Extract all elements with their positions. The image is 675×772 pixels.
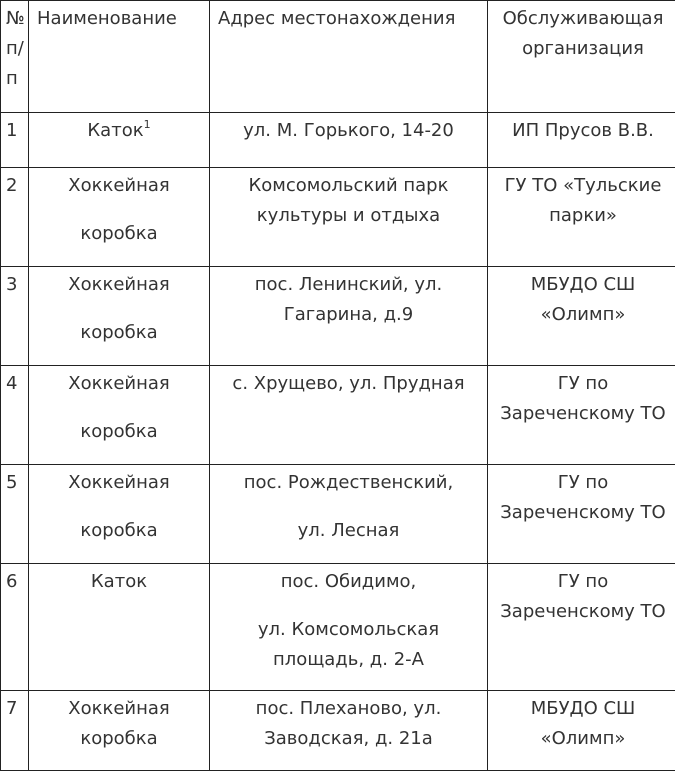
cell-address-line: площадь, д. 2-А [273, 649, 424, 670]
cell-num: 4 [1, 366, 29, 465]
cell-org-line: МБУДО СШ [530, 274, 636, 295]
cell-address-line: ул. М. Горького, 14-20 [243, 120, 454, 141]
cell-org [488, 113, 675, 168]
cell-org [488, 564, 675, 691]
cell-org-line: МБУДО СШ [530, 698, 636, 719]
cell-num: 1 [1, 113, 29, 168]
cell-num: 3 [1, 267, 29, 366]
cell-name-line: коробка [80, 421, 158, 442]
cell-address-line: Заводская, д. 21а [264, 728, 433, 749]
cell-address [210, 564, 488, 691]
cell-org-line: Зареченскому ТО [500, 601, 666, 622]
cell-address-line: Гагарина, д.9 [283, 304, 414, 325]
cell-name-line: коробка [80, 223, 158, 244]
cell-name-text: Каток [87, 120, 144, 141]
cell-org [488, 465, 675, 564]
cell-name-line: Хоккейная [68, 472, 170, 493]
header-org-line: организация [522, 38, 644, 59]
table-row [1, 691, 675, 771]
cell-name-line: Хоккейная [68, 274, 170, 295]
cell-name-line: Хоккейная [68, 373, 170, 394]
cell-name [29, 113, 210, 168]
cell-address-line: пос. Обидимо, [280, 571, 417, 592]
cell-name [29, 465, 210, 564]
header-num [1, 1, 29, 113]
header-address: Адрес местонахождения [210, 1, 488, 113]
table-row [1, 366, 675, 465]
cell-org [488, 168, 675, 267]
cell-address [210, 267, 488, 366]
cell-name [29, 564, 210, 691]
header-num-line: п [6, 68, 18, 89]
cell-org [488, 267, 675, 366]
cell-address-line: пос. Ленинский, ул. [254, 274, 443, 295]
cell-name [29, 267, 210, 366]
cell-org-line: парки» [549, 205, 617, 226]
cell-name [29, 168, 210, 267]
cell-address [210, 691, 488, 771]
cell-address [210, 465, 488, 564]
cell-address [210, 113, 488, 168]
cell-address [210, 168, 488, 267]
cell-name [29, 691, 210, 771]
cell-num: 6 [1, 564, 29, 691]
table-row [1, 267, 675, 366]
cell-org-line: «Олимп» [540, 728, 626, 749]
cell-address-line: ул. Комсомольская [257, 619, 440, 640]
cell-address [210, 366, 488, 465]
footnote-marker: 1 [143, 118, 151, 131]
header-name: Наименование [29, 1, 210, 113]
cell-address-line: с. Хрущево, ул. Прудная [232, 373, 465, 394]
cell-org [488, 691, 675, 771]
cell-org-line: ГУ по [557, 571, 609, 592]
cell-num: 7 [1, 691, 29, 771]
table-row [1, 113, 675, 168]
cell-num: 2 [1, 168, 29, 267]
table-row [1, 168, 675, 267]
header-num-line: № [6, 8, 25, 29]
cell-name-line: Каток [90, 571, 148, 592]
header-num-line: п/ [6, 38, 24, 59]
cell-name-line: коробка [80, 728, 158, 749]
cell-address-line: пос. Плеханово, ул. [255, 698, 442, 719]
cell-name-line: коробка [80, 322, 158, 343]
header-org [488, 1, 675, 113]
table-row [1, 465, 675, 564]
cell-org-line: Зареченскому ТО [500, 403, 666, 424]
table-row [1, 564, 675, 691]
cell-address-line: культуры и отдыха [256, 205, 441, 226]
cell-org-line: ИП Прусов В.В. [512, 120, 654, 141]
cell-org-line: ГУ по [557, 373, 609, 394]
cell-name [29, 366, 210, 465]
cell-address-line: пос. Рождественский, [243, 472, 454, 493]
cell-num: 5 [1, 465, 29, 564]
cell-address-line: ул. Лесная [297, 520, 400, 541]
cell-org-line: Зареченскому ТО [500, 502, 666, 523]
header-row [1, 1, 675, 113]
cell-address-line: Комсомольский парк [248, 175, 449, 196]
header-org-line: Обслуживающая [502, 8, 664, 29]
cell-name-line: Хоккейная [68, 175, 170, 196]
cell-name-line: Хоккейная [68, 698, 170, 719]
cell-org-line: ГУ ТО «Тульские [504, 175, 662, 196]
cell-org-line: «Олимп» [540, 304, 626, 325]
cell-org [488, 366, 675, 465]
cell-name-line: коробка [80, 520, 158, 541]
cell-org-line: ГУ по [557, 472, 609, 493]
